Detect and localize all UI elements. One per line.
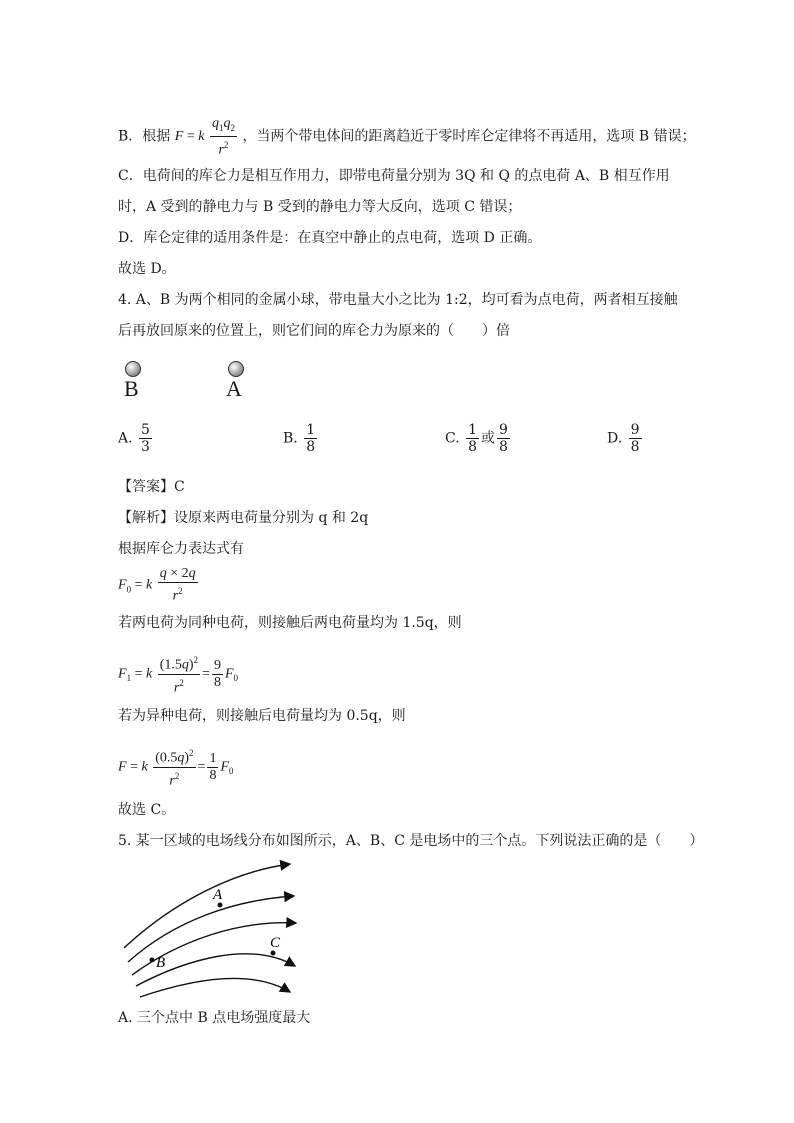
denominator: 8 bbox=[499, 439, 508, 455]
q4-option-c bbox=[445, 422, 512, 455]
point-b-dot bbox=[150, 958, 155, 963]
q4-step3: 若为异种电荷，则接触后电荷量均为 0.5q，则 bbox=[118, 708, 406, 724]
q4-option-b bbox=[283, 422, 319, 455]
q4-step2: 若两电荷为同种电荷，则接触后两电荷量均为 1.5q，则 bbox=[118, 615, 462, 631]
q4-answer: 【答案】C bbox=[118, 479, 185, 495]
ball-a-label: A bbox=[226, 376, 242, 401]
ball-a bbox=[228, 361, 244, 377]
formula-f0: $F_0 = k$ $\frac{q \times 2q}{r^2}$ bbox=[118, 566, 196, 604]
ball-b-label: B bbox=[124, 376, 139, 401]
q5-option-a: A. 三个点中 B 点电场强度最大 bbox=[118, 1010, 311, 1026]
q3-conclusion: 故选 D。 bbox=[118, 261, 176, 277]
point-b-label: B bbox=[156, 955, 166, 971]
option-label: D. bbox=[607, 430, 623, 447]
q3-option-c-line2: 时，A 受到的静电力与 B 受到的静电力等大反向，选项 C 错误； bbox=[118, 199, 522, 215]
ball-b bbox=[125, 361, 141, 377]
q3-option-b-suffix: ，当两个带电体间的距离趋近于零时库仑定律将不再适用，选项 B 错误； bbox=[242, 128, 696, 145]
denominator: 8 bbox=[468, 439, 478, 455]
q4-stem-line1: 4. A、B 为两个相同的金属小球，带电量大小之比为 1:2，均可看为点电荷，两者相互接触 bbox=[118, 292, 678, 308]
q4-option-a bbox=[118, 422, 154, 455]
q3-option-b bbox=[118, 116, 696, 158]
numerator: 1 bbox=[306, 422, 316, 438]
q4-analysis-intro: 【解析】设原来两电荷量分别为 q 和 2q bbox=[118, 510, 369, 526]
numerator: 9 bbox=[499, 422, 508, 438]
q5-stem: 5. 某一区域的电场线分布如图所示，A、B、C 是电场中的三个点。下列说法正确的是（ ） bbox=[118, 833, 704, 849]
coulomb-formula: F = k $\frac{q_1q_2}{r^2}$ bbox=[174, 116, 235, 158]
numerator: 1 bbox=[468, 422, 478, 438]
electric-field-diagram bbox=[110, 850, 310, 1005]
numerator: 5 bbox=[141, 422, 150, 438]
q4-conclusion: 故选 C。 bbox=[118, 802, 176, 818]
point-a-dot bbox=[218, 903, 223, 908]
denominator: 3 bbox=[141, 439, 150, 455]
point-c-label: C bbox=[270, 935, 281, 951]
point-a-label: A bbox=[213, 887, 223, 903]
option-label: B. bbox=[283, 430, 298, 447]
formula-f1: $F_1 = k$ $\frac{(1.5q)^2}{r^2}$ = $\frac{9}{8}$ $F_0$ bbox=[118, 655, 238, 696]
q3-option-d: D．库仑定律的适用条件是：在真空中静止的点电荷，选项 D 正确。 bbox=[118, 230, 542, 246]
denominator: 8 bbox=[630, 439, 640, 455]
or-word: 或 bbox=[481, 430, 496, 447]
option-label: C. bbox=[445, 430, 460, 447]
q4-stem-line2: 后再放回原来的位置上，则它们间的库仑力为原来的（ ）倍 bbox=[118, 323, 510, 339]
denominator: 8 bbox=[306, 439, 316, 455]
numerator: 9 bbox=[630, 422, 640, 438]
option-label: A. bbox=[118, 430, 133, 447]
q3-option-c-line1: C．电荷间的库仑力是相互作用力，即带电荷量分别为 3Q 和 Q 的点电荷 A、B 相互作用 bbox=[118, 168, 670, 184]
field-line-5 bbox=[140, 978, 290, 997]
formula-f: F = k $\frac{(0.5q)^2}{r^2}$ = $\frac{1}{8}$ $F_0$ bbox=[118, 748, 234, 789]
point-c-dot bbox=[271, 951, 276, 956]
field-line-2 bbox=[128, 896, 294, 962]
q4-step1: 根据库仑力表达式有 bbox=[118, 541, 244, 557]
q4-option-d bbox=[607, 422, 644, 455]
q3-option-b-prefix: B．根据 bbox=[118, 128, 171, 145]
